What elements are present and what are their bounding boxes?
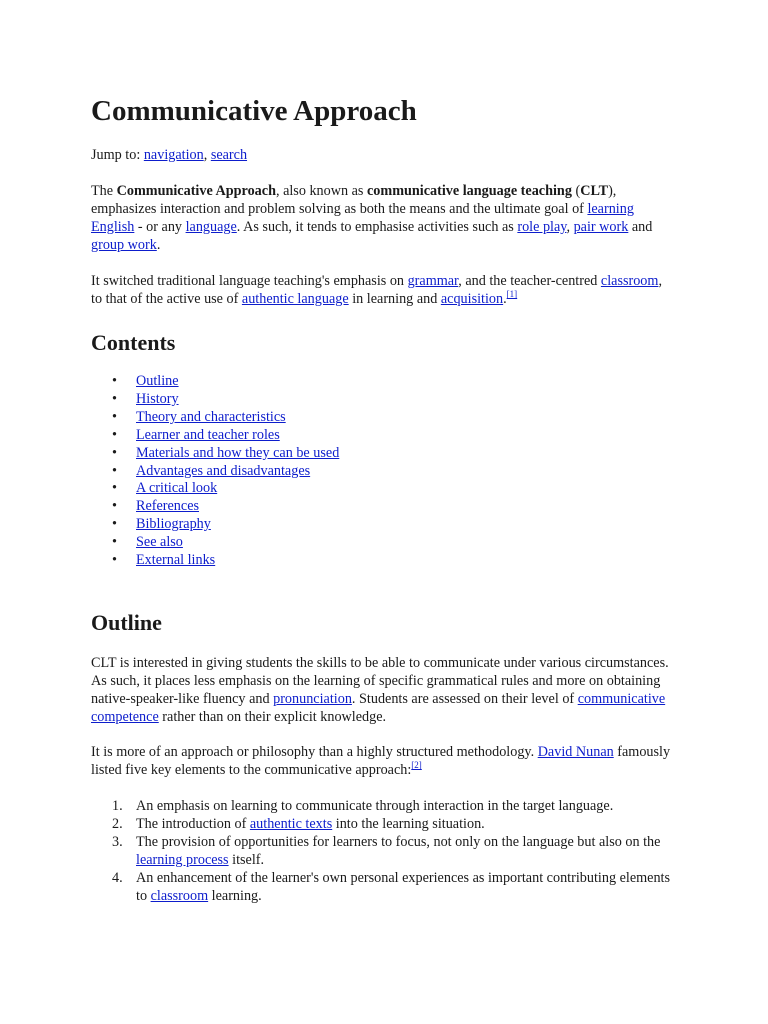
classroom-link[interactable]: classroom bbox=[600, 273, 659, 289]
page-title: Communicative Approach bbox=[91, 95, 417, 127]
list-item: 4. An enhancement of the learner's own personal experiences as important contributing elements to classroom learning. bbox=[112, 870, 671, 904]
authentic-language-link[interactable]: authentic language bbox=[241, 291, 349, 307]
jump-to-line: Jump to: navigation, search bbox=[91, 147, 248, 163]
classroom-learning-link[interactable]: classroom bbox=[150, 888, 209, 904]
term-communicative-approach: Communicative Approach bbox=[116, 183, 276, 199]
outline-paragraph-2: It is more of an approach or philosophy than a highly structured methodology. David Nunan famously listed five key elements to the communicative approach:[2] bbox=[91, 744, 671, 778]
acquisition-link[interactable]: acquisition bbox=[440, 291, 504, 307]
list-item: 3. The provision of opportunities for learners to focus, not only on the language but also on the learning process itself. bbox=[112, 834, 661, 868]
learning-process-link[interactable]: learning process bbox=[136, 852, 229, 868]
toc-link[interactable]: External links bbox=[136, 552, 216, 569]
pair-work-link[interactable]: pair work bbox=[573, 219, 629, 235]
outline-heading: Outline bbox=[91, 610, 162, 635]
toc-item-external-links bbox=[91, 552, 339, 570]
switched-paragraph: It switched traditional language teaching's emphasis on grammar, and the teacher-centred classroom, to that of the active use of authentic language in learning and acquisition.[1] bbox=[91, 273, 662, 307]
term-clt: CLT bbox=[580, 183, 609, 199]
toc-link[interactable]: Theory and characteristics bbox=[136, 408, 286, 425]
toc-item-roles bbox=[91, 427, 339, 445]
learning-english-link[interactable]: learning English bbox=[91, 201, 634, 235]
role-play-link[interactable]: role play bbox=[517, 219, 567, 235]
toc-link[interactable]: See also bbox=[136, 534, 183, 551]
toc-item-see-also bbox=[91, 534, 339, 552]
david-nunan-link[interactable]: David Nunan bbox=[537, 744, 614, 760]
toc-item-materials bbox=[91, 445, 339, 463]
key-elements-list bbox=[91, 797, 681, 905]
toc-link[interactable]: Advantages and disadvantages bbox=[136, 462, 311, 479]
table-of-contents bbox=[91, 373, 339, 570]
toc-item-outline bbox=[91, 373, 339, 391]
communicative-competence-link[interactable]: communicative competence bbox=[91, 691, 666, 725]
outline-paragraph-1: CLT is interested in giving students the skills to be able to communicate under various circumstances. As such, it places less emphasis on the learning of specific grammatical rules and more on obtaining native-speaker-like fluency and pronunciation. Students are assessed on their level of communicative competence rather than on their explicit knowledge. bbox=[91, 655, 669, 725]
reference-marker bbox=[507, 289, 518, 299]
intro-paragraph: The Communicative Approach, also known as communicative language teaching (CLT), emphasizes interaction and problem solving as both the means and the ultimate goal of learning English - or any language. As such, it tends to emphasise activities such as role play, pair work and group work. bbox=[91, 183, 653, 253]
group-work-link[interactable]: group work bbox=[91, 237, 157, 253]
toc-link[interactable]: References bbox=[136, 498, 200, 515]
authentic-texts-link[interactable]: authentic texts bbox=[249, 816, 333, 832]
toc-item-theory bbox=[91, 409, 339, 427]
list-number: 3. bbox=[112, 834, 123, 850]
list-number: 2. bbox=[112, 816, 123, 832]
toc-link[interactable]: Bibliography bbox=[136, 516, 211, 533]
list-item: 1. An emphasis on learning to communicate through interaction in the target language. bbox=[112, 798, 614, 814]
reference-2-link[interactable]: [2] bbox=[411, 760, 422, 770]
toc-link[interactable]: Materials and how they can be used bbox=[136, 444, 340, 461]
list-item: 2. The introduction of authentic texts into the learning situation. bbox=[112, 816, 485, 832]
toc-link[interactable]: History bbox=[136, 390, 179, 407]
term-clt-full: communicative language teaching bbox=[367, 183, 572, 199]
list-number: 4. bbox=[112, 870, 123, 886]
reference-1-link[interactable]: [1] bbox=[506, 289, 518, 299]
toc-item-advantages bbox=[91, 463, 339, 481]
toc-item-critical-look bbox=[91, 480, 339, 498]
pronunciation-link[interactable]: pronunciation bbox=[273, 691, 352, 707]
contents-heading: Contents bbox=[91, 330, 176, 355]
toc-link[interactable]: A critical look bbox=[136, 480, 218, 497]
jump-search-link[interactable]: search bbox=[210, 147, 248, 163]
jump-navigation-link[interactable]: navigation bbox=[143, 147, 204, 163]
grammar-link[interactable]: grammar bbox=[407, 273, 459, 289]
toc-link[interactable]: Outline bbox=[136, 373, 179, 389]
language-link[interactable]: language bbox=[185, 219, 237, 235]
jump-to-label: Jump to: bbox=[91, 147, 144, 163]
toc-item-history bbox=[91, 391, 339, 409]
toc-item-references bbox=[91, 498, 339, 516]
reference-marker bbox=[411, 760, 422, 770]
list-number: 1. bbox=[112, 798, 123, 814]
toc-link[interactable]: Learner and teacher roles bbox=[136, 426, 280, 443]
toc-item-bibliography bbox=[91, 516, 339, 534]
